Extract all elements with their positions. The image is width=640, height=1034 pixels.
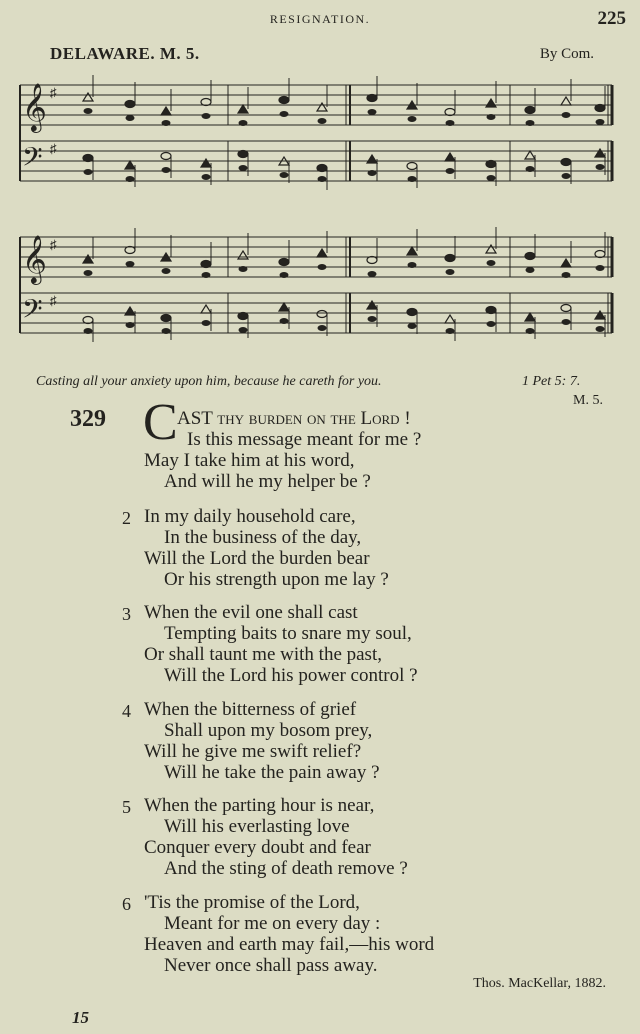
shape-note: [280, 318, 289, 324]
shape-note: [525, 151, 535, 159]
stanza-line: In my daily household care,: [144, 506, 356, 527]
shape-note: [367, 155, 377, 163]
hymn-author: Thos. MacKellar, 1882.: [473, 976, 606, 991]
shape-note: [239, 165, 248, 171]
shape-note: [596, 119, 605, 125]
tune-name: DELAWARE. M. 5.: [50, 44, 200, 63]
stanza-line: Never once shall pass away.: [164, 955, 378, 976]
shape-note: [125, 307, 135, 315]
shape-note: [201, 305, 211, 313]
shape-note: [486, 245, 496, 253]
shape-note: [407, 309, 417, 316]
page-number: 225: [597, 8, 626, 29]
shape-note: [162, 328, 171, 334]
shape-note: [486, 307, 496, 314]
shape-note: [595, 149, 605, 157]
shape-note: [408, 116, 417, 122]
signature-mark: 15: [72, 1008, 89, 1027]
shape-note: [83, 317, 93, 324]
shape-note: [408, 176, 417, 182]
hymn-meter: M. 5.: [573, 393, 603, 408]
drop-cap: C: [143, 394, 178, 451]
key-signature: ♯: [50, 237, 57, 252]
shape-note: [526, 267, 535, 273]
key-signature: ♯: [50, 85, 57, 100]
shape-note: [238, 151, 248, 158]
shape-note: [562, 319, 571, 325]
running-head: RESIGNATION.: [269, 12, 371, 26]
shape-note: [161, 153, 171, 160]
shape-note: [487, 114, 496, 120]
shape-note: [595, 105, 605, 112]
shape-note: [408, 323, 417, 329]
treble-clef: 𝄞: [22, 82, 47, 131]
shape-note: [83, 255, 93, 263]
shape-note: [445, 109, 455, 116]
shape-note: [368, 271, 377, 277]
key-signature: ♯: [50, 141, 57, 156]
stanza-line: Tempting baits to snare my soul,: [164, 623, 412, 644]
shape-note: [407, 247, 417, 255]
shape-note: [125, 247, 135, 254]
shape-note: [280, 172, 289, 178]
shape-note: [486, 99, 496, 107]
shape-note: [126, 322, 135, 328]
epigraph: Casting all your anxiety upon him, because he careth for you.: [36, 374, 382, 389]
music-score: [0, 0, 640, 360]
stanza-line: Or shall taunt me with the past,: [144, 644, 382, 665]
shape-note: [562, 112, 571, 118]
stanza-number: 5: [122, 797, 131, 817]
shape-note: [239, 120, 248, 126]
stanza-line: Or his strength upon me lay ?: [164, 569, 389, 590]
shape-note: [596, 265, 605, 271]
stanza-line: In the business of the day,: [164, 527, 362, 548]
hymn-number: 329: [70, 406, 106, 432]
stanza-line: Will the Lord the burden bear: [144, 548, 370, 569]
shape-note: [596, 164, 605, 170]
shape-note: [84, 328, 93, 334]
stanza-line: And the sting of death remove ?: [164, 858, 408, 879]
shape-note: [446, 328, 455, 334]
stanza-line: Will his everlasting love: [164, 816, 350, 837]
shape-note: [201, 99, 211, 106]
shape-note: [279, 97, 289, 104]
shape-note: [126, 261, 135, 267]
shape-note: [161, 107, 171, 115]
shape-note: [407, 163, 417, 170]
shape-note: [280, 272, 289, 278]
first-line: AST thy burden on the Lord !: [177, 408, 411, 429]
shape-note: [238, 251, 248, 259]
shape-note: [486, 161, 496, 168]
shape-note: [525, 313, 535, 321]
shape-note: [279, 259, 289, 266]
shape-note: [368, 109, 377, 115]
shape-note: [201, 261, 211, 268]
shape-note: [561, 97, 571, 105]
shape-note: [83, 155, 93, 162]
key-signature: ♯: [50, 293, 57, 308]
shape-note: [595, 251, 605, 258]
shape-note: [446, 168, 455, 174]
treble-clef: 𝄞: [22, 234, 47, 283]
stanza-line: Heaven and earth may fail,—his word: [144, 934, 435, 955]
bass-clef: 𝄢: [22, 141, 43, 179]
shape-note: [83, 93, 93, 101]
shape-note: [561, 259, 571, 267]
shape-note: [318, 264, 327, 270]
shape-note: [446, 269, 455, 275]
shape-note: [84, 169, 93, 175]
shape-note: [367, 95, 377, 102]
shape-note: [487, 321, 496, 327]
stanza-line: Will he give me swift relief?: [144, 741, 362, 762]
shape-note: [318, 176, 327, 182]
shape-note: [279, 303, 289, 311]
shape-note: [526, 120, 535, 126]
shape-note: [126, 115, 135, 121]
shape-note: [126, 176, 135, 182]
shape-note: [561, 159, 571, 166]
stanza-line: When the evil one shall cast: [144, 602, 358, 623]
shape-note: [368, 316, 377, 322]
shape-note: [526, 328, 535, 334]
shape-note: [202, 174, 211, 180]
shape-note: [317, 249, 327, 257]
stanza-number: 4: [122, 701, 131, 721]
shape-note: [368, 170, 377, 176]
shape-note: [125, 101, 135, 108]
shape-note: [202, 272, 211, 278]
stanza-line: When the bitterness of grief: [144, 699, 357, 720]
shape-note: [161, 315, 171, 322]
shape-note: [446, 120, 455, 126]
stanza-line: May I take him at his word,: [144, 450, 355, 471]
shape-note: [239, 266, 248, 272]
stanza-number: 6: [122, 894, 131, 914]
shape-note: [202, 113, 211, 119]
stanza-line: Is this message meant for me ?: [187, 429, 422, 450]
shape-note: [318, 325, 327, 331]
stanza-number: 3: [122, 604, 131, 624]
shape-note: [317, 311, 327, 318]
shape-note: [317, 103, 327, 111]
shape-note: [84, 270, 93, 276]
stanza-line: Conquer every doubt and fear: [144, 837, 371, 858]
shape-note: [487, 260, 496, 266]
stanza-line: And will he my helper be ?: [164, 471, 371, 492]
shape-note: [487, 175, 496, 181]
shape-note: [445, 255, 455, 262]
shape-note: [596, 326, 605, 332]
shape-note: [525, 107, 535, 114]
epigraph-reference: 1 Pet 5: 7.: [522, 374, 581, 389]
shape-note: [84, 108, 93, 114]
shape-note: [162, 268, 171, 274]
bass-clef: 𝄢: [22, 293, 43, 331]
stanza-line: Will he take the pain away ?: [164, 762, 380, 783]
shape-note: [238, 313, 248, 320]
shape-note: [317, 165, 327, 172]
shape-note: [526, 166, 535, 172]
shape-note: [239, 327, 248, 333]
shape-note: [408, 262, 417, 268]
stanza-number: 2: [122, 508, 131, 528]
shape-note: [525, 253, 535, 260]
shape-note: [125, 161, 135, 169]
shape-note: [367, 257, 377, 264]
shape-note: [318, 118, 327, 124]
composer: By Com.: [539, 46, 594, 62]
shape-note: [238, 105, 248, 113]
shape-note: [445, 153, 455, 161]
stanza-line: Shall upon my bosom prey,: [164, 720, 373, 741]
stanza-line: Will the Lord his power control ?: [164, 665, 418, 686]
shape-note: [561, 305, 571, 312]
shape-note: [562, 272, 571, 278]
stanza-line: 'Tis the promise of the Lord,: [144, 892, 360, 913]
shape-note: [202, 320, 211, 326]
stanza-line: When the parting hour is near,: [144, 795, 375, 816]
shape-note: [201, 159, 211, 167]
shape-note: [162, 120, 171, 126]
shape-note: [445, 315, 455, 323]
shape-note: [162, 167, 171, 173]
shape-note: [562, 173, 571, 179]
shape-note: [280, 111, 289, 117]
shape-note: [367, 301, 377, 309]
shape-note: [595, 311, 605, 319]
stanza-line: Meant for me on every day :: [164, 913, 381, 934]
